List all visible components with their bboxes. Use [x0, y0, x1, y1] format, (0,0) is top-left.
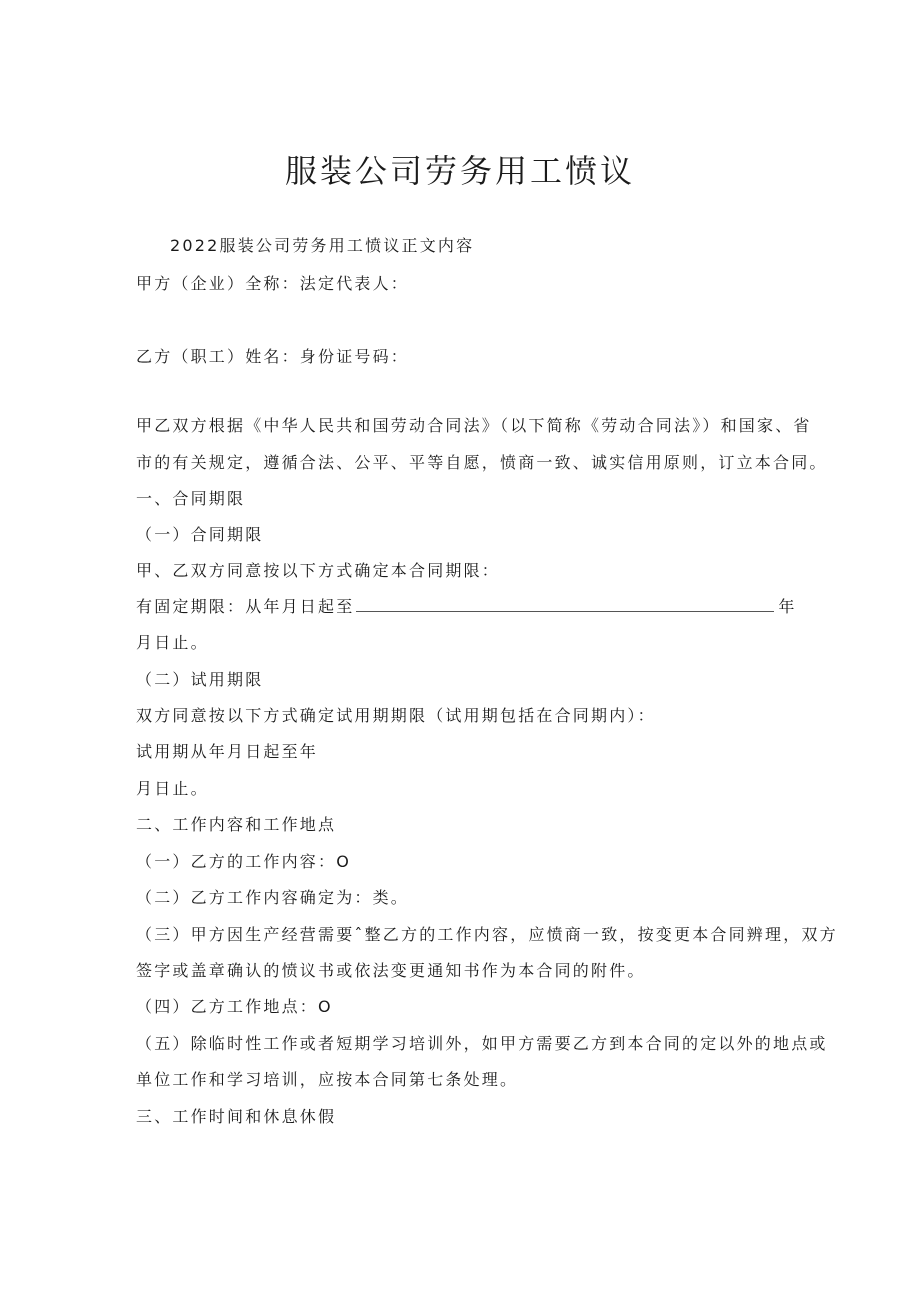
fixed-term-line: [136, 597, 797, 617]
party-a-line: 甲方（企业）全称：法定代表人：: [136, 274, 410, 293]
document-title: 服装公司劳务用工愤议: [284, 152, 635, 190]
clause-line: （一）乙方的工作内容：O: [136, 852, 351, 871]
clause-heading: （一）合同期限: [136, 525, 264, 544]
clause-line: （二）乙方工作内容确定为：类。: [136, 888, 410, 907]
fixed-term-prefix: 有固定期限：从年月日起至: [136, 597, 355, 616]
fixed-term-suffix: 年: [778, 597, 797, 616]
document-subtitle: 2022服装公司劳务用工愤议正文内容: [170, 236, 475, 255]
section-heading-1: 一、合同期限: [136, 489, 246, 508]
clause-line: （三）甲方因生产经营需要ˆ整乙方的工作内容，应愤商一致，按变更本合同辨理，双方: [136, 925, 838, 944]
preamble-line-1: 甲乙双方根据《中华人民共和国劳动合同法》（以下简称《劳动合同法》）和国家、省: [136, 416, 812, 435]
party-b-line: 乙方（职工）姓名：身份证号码：: [136, 347, 410, 366]
paragraph-line: 甲、乙双方同意按以下方式确定本合同期限：: [136, 561, 501, 580]
clause-heading: （二）试用期限: [136, 670, 264, 689]
clause-line: 签字或盖章确认的愤议书或依法变更通知书作为本合同的附件。: [136, 961, 646, 980]
section-heading-2: 二、工作内容和工作地点: [136, 815, 337, 834]
section-heading-3: 三、工作时间和休息休假: [136, 1107, 337, 1126]
clause-line: （五）除临时性工作或者短期学习培训外，如甲方需要乙方到本合同的定以外的地点或: [136, 1034, 828, 1053]
preamble-line-2: 市的有关规定，遵循合法、公平、平等自愿，愤商一致、诚实信用原则，订立本合同。: [136, 453, 828, 472]
fill-in-blank: [356, 597, 774, 612]
paragraph-line: 月日止。: [136, 779, 209, 798]
paragraph-line: 月日止。: [136, 633, 209, 652]
clause-line: （四）乙方工作地点：O: [136, 997, 333, 1016]
paragraph-line: 试用期从年月日起至年: [136, 742, 319, 761]
clause-line: 单位工作和学习培训，应按本合同第七条处理。: [136, 1070, 519, 1089]
paragraph-line: 双方同意按以下方式确定试用期期限（试用期包括在合同期内）：: [136, 706, 656, 725]
